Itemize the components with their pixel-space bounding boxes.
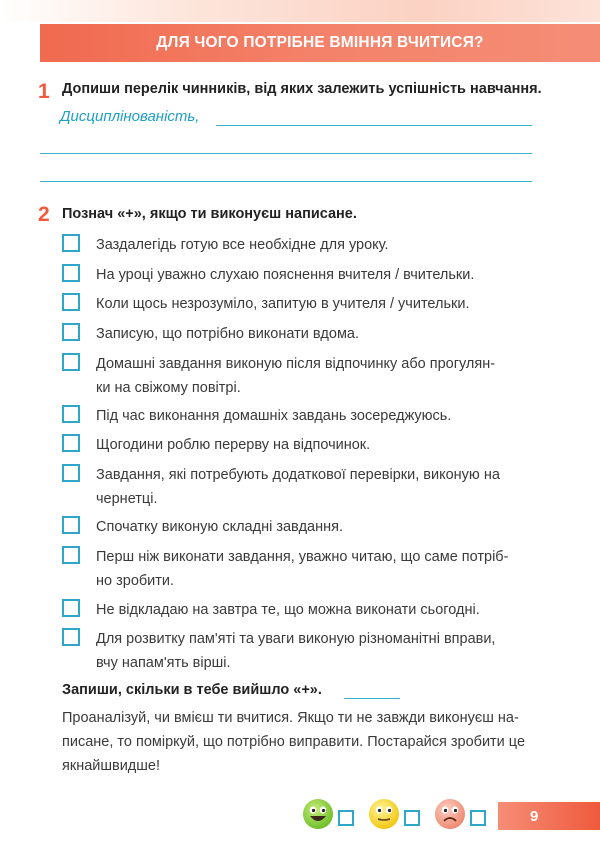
emoji-checkbox-happy[interactable] <box>338 810 354 826</box>
checklist-item-text: Записую, що потрібно виконати вдома. <box>96 326 360 342</box>
checklist-item-text: Перш ніж виконати завдання, уважно читаю, що саме потріб- но зробити. <box>96 549 509 589</box>
checkbox[interactable] <box>62 546 80 564</box>
page-number: 9 <box>530 807 539 825</box>
checklist-item-text: Коли щось незрозуміло, запитую в учителя / учительки. <box>96 296 470 312</box>
emoji-checkbox-sad[interactable] <box>470 810 486 826</box>
checklist-item-text: Щогодини роблю перерву на відпочинок. <box>96 437 371 453</box>
task-2-instruction: Познач «+», якщо ти виконуєш написане. <box>62 206 357 222</box>
answer-line-1[interactable] <box>216 125 532 126</box>
title-banner <box>40 24 600 62</box>
task-1-filled-answer: Дисциплінованість, <box>60 108 200 125</box>
page-title: ДЛЯ ЧОГО ПОТРІБНЕ ВМІННЯ ВЧИТИСЯ? <box>156 34 484 51</box>
task-2-number: 2 <box>38 203 50 226</box>
checkbox[interactable] <box>62 599 80 617</box>
checkbox[interactable] <box>62 434 80 452</box>
checklist-item-text: Спочатку виконую складні завдання. <box>96 519 344 535</box>
checklist-item-text: Завдання, які потребують додаткової перевірки, виконую на чернетці. <box>96 467 500 507</box>
checkbox[interactable] <box>62 405 80 423</box>
checklist-item-text: Заздалегідь готую все необхідне для уроку. <box>96 237 389 253</box>
checkbox[interactable] <box>62 293 80 311</box>
answer-line-3[interactable] <box>40 181 532 182</box>
checklist-item-text: Домашні завдання виконую після відпочинку або прогулян- ки на свіжому повітрі. <box>96 356 496 396</box>
checkbox[interactable] <box>62 264 80 282</box>
summary-instruction: Запиши, скільки в тебе вийшло «+». <box>62 682 322 698</box>
checkbox[interactable] <box>62 353 80 371</box>
checkbox[interactable] <box>62 323 80 341</box>
answer-line-2[interactable] <box>40 153 532 154</box>
checklist-item-text: Під час виконання домашніх завдань зосереджуюсь. <box>96 408 452 424</box>
checkbox[interactable] <box>62 516 80 534</box>
task-1-number: 1 <box>38 80 50 103</box>
checklist-item-text: На уроці уважно слухаю пояснення вчителя / вчительки. <box>96 267 475 283</box>
checkbox[interactable] <box>62 234 80 252</box>
page-number-tab <box>498 802 600 830</box>
summary-answer-line[interactable] <box>344 698 400 699</box>
happy-face-icon <box>302 798 334 830</box>
checklist-item-text: Не відкладаю на завтра те, що можна виконати сьогодні. <box>96 602 480 618</box>
emoji-checkbox-neutral[interactable] <box>404 810 420 826</box>
checkbox[interactable] <box>62 628 80 646</box>
checklist-item-text: Для розвитку пам'яті та уваги виконую різноманітні вправи, вчу напам'ять вірші. <box>96 631 496 671</box>
neutral-face-icon <box>368 798 400 830</box>
sad-face-icon <box>434 798 466 830</box>
task-1-instruction: Допиши перелік чинників, від яких залежить успішність навчання. <box>62 81 542 97</box>
top-decor-strip <box>0 0 600 22</box>
conclusion-paragraph: Проаналізуй, чи вмієш ти вчитися. Якщо ти не завжди виконуєш на- писане, то поміркуй, що потрібно виправити. Постарайся зробити це якнайшвидше! <box>62 710 526 774</box>
checkbox[interactable] <box>62 464 80 482</box>
